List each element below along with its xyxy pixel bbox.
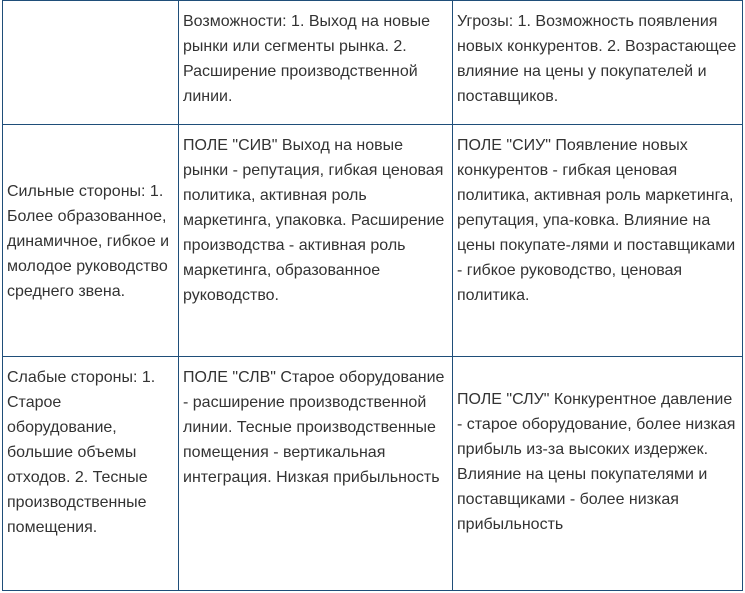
strengths-label-cell: Сильные стороны: 1. Более образованное, динамичное, гибкое и молодое руководство среднего звена. — [3, 125, 179, 356]
threats-header-cell: Угрозы: 1. Возможность появления новых конкурентов. 2. Возрастающее влияние на цены у покупателей и поставщиков. — [453, 1, 743, 125]
siu-field-cell: ПОЛЕ "СИУ" Появление новых конкурентов - гибкая ценовая политика, активная роль маркетинга, репутация, упа-ковка. Влияние на цены покупате-лями и поставщиками - гибкое руководство, ценовая политика. — [453, 125, 743, 356]
slv-field-cell: ПОЛЕ "СЛВ" Старое оборудование - расширение производственной линии. Тесные производственные помещения - вертикальная интеграция. Низкая прибыльность — [179, 356, 453, 590]
opportunities-header-cell: Возможности: 1. Выход на новые рынки или сегменты рынка. 2. Расширение производственной линии. — [179, 1, 453, 125]
swot-matrix-table — [2, 0, 743, 591]
siv-field-cell: ПОЛЕ "СИВ" Выход на новые рынки - репутация, гибкая ценовая политика, активная роль маркетинга, упаковка. Расширение производства - активная роль маркетинга, образованное руководство. — [179, 125, 453, 356]
slu-field-cell: ПОЛЕ "СЛУ" Конкурентное давление - старое оборудование, более низкая прибыль из-за высоких издержек. Влияние на цены покупателями и поставщиками - более низкая прибыльность — [453, 356, 743, 590]
table-row-header — [3, 1, 743, 125]
header-empty-cell — [3, 1, 179, 125]
weaknesses-label-cell: Слабые стороны: 1. Старое оборудование, большие объемы отходов. 2. Тесные производственные помещения. — [3, 356, 179, 590]
table-row-weaknesses — [3, 356, 743, 590]
table-row-strengths — [3, 125, 743, 356]
